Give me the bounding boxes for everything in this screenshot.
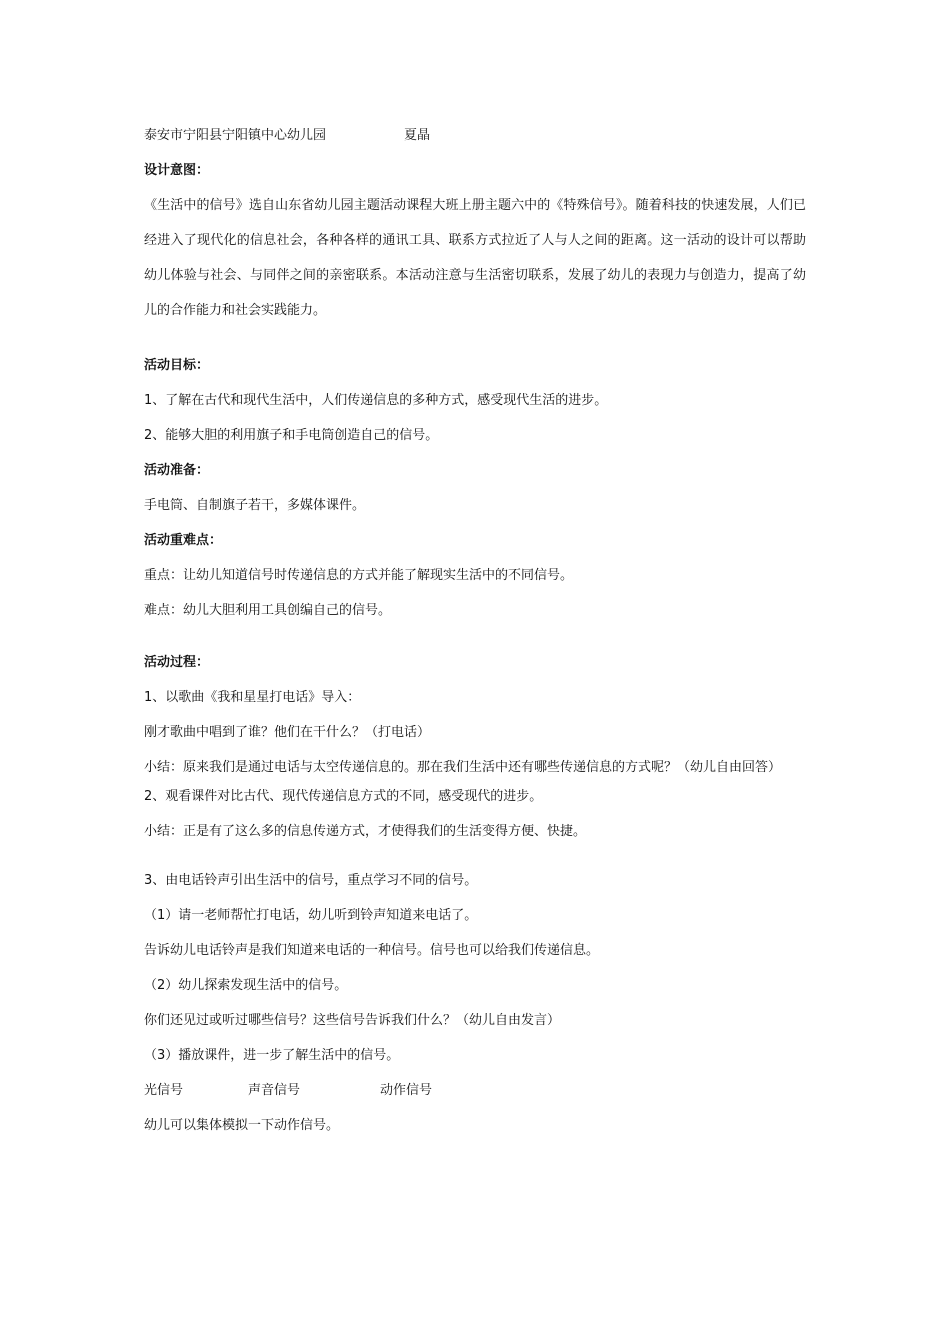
goal-item-2: 2、能够大胆的利用旗子和手电筒创造自己的信号。 [144, 428, 439, 443]
school-name: 泰安市宁阳县宁阳镇中心幼儿园 [144, 128, 327, 143]
process-heading: 活动过程： [144, 655, 210, 670]
signal-light: 光信号 [144, 1083, 184, 1098]
process-step-3: 3、由电话铃声引出生活中的信号，重点学习不同的信号。 [144, 873, 478, 888]
keypoint-focus: 重点：让幼儿知道信号时传递信息的方式并能了解现实生活中的不同信号。 [144, 568, 574, 583]
process-step-3-1-text: 告诉幼儿电话铃声是我们知道来电话的一种信号。信号也可以给我们传递信息。 [144, 943, 600, 958]
goal-item-1: 1、了解在古代和现代生活中，人们传递信息的多种方式，感受现代生活的进步。 [144, 393, 608, 408]
process-step-1-summary: 小结：原来我们是通过电话与太空传递信息的。那在我们生活中还有哪些传递信息的方式呢？（幼儿自由回答） [144, 760, 782, 775]
header-line [144, 125, 806, 147]
signal-sound: 声音信号 [248, 1083, 301, 1098]
prep-heading: 活动准备： [144, 463, 210, 478]
prep-text: 手电筒、自制旗子若干，多媒体课件。 [144, 498, 366, 513]
keypoints-heading: 活动重难点： [144, 533, 223, 548]
signal-action: 动作信号 [380, 1083, 433, 1098]
process-step-3-3: （3）播放课件，进一步了解生活中的信号。 [144, 1048, 400, 1063]
process-step-2-summary: 小结：正是有了这么多的信息传递方式，才使得我们的生活变得方便、快捷。 [144, 824, 587, 839]
author-name: 夏晶 [404, 128, 431, 143]
process-step-3-2-text: 你们还见过或听过哪些信号？这些信号告诉我们什么？（幼儿自由发言） [144, 1013, 561, 1028]
document-body [144, 125, 806, 1150]
process-step-1: 1、以歌曲《我和星星打电话》导入： [144, 690, 361, 705]
process-step-3-1: （1）请一老师帮忙打电话，幼儿听到铃声知道来电话了。 [144, 908, 478, 923]
process-closing: 幼儿可以集体模拟一下动作信号。 [144, 1118, 340, 1133]
design-heading: 设计意图： [144, 163, 210, 178]
signal-types [144, 1080, 806, 1102]
keypoint-difficulty: 难点：幼儿大胆利用工具创编自己的信号。 [144, 603, 392, 618]
goals-heading: 活动目标： [144, 358, 210, 373]
process-step-1-question: 刚才歌曲中唱到了谁？他们在干什么？（打电话） [144, 725, 431, 740]
design-text: 《生活中的信号》选自山东省幼儿园主题活动课程大班上册主题六中的《特殊信号》。随着科技的快速发展，人们已经进入了现代化的信息社会，各种各样的通讯工具、联系方式拉近了人与人之间的距离。这一活动的设计可以帮助幼儿体验与社会、与同伴之间的亲密联系。本活动注意与生活密切联系，发展了幼儿的表现力与创造力，提高了幼儿的合作能力和社会实践能力。 [144, 198, 806, 318]
process-step-2: 2、观看课件对比古代、现代传递信息方式的不同，感受现代的进步。 [144, 789, 543, 804]
process-step-3-2: （2）幼儿探索发现生活中的信号。 [144, 978, 348, 993]
